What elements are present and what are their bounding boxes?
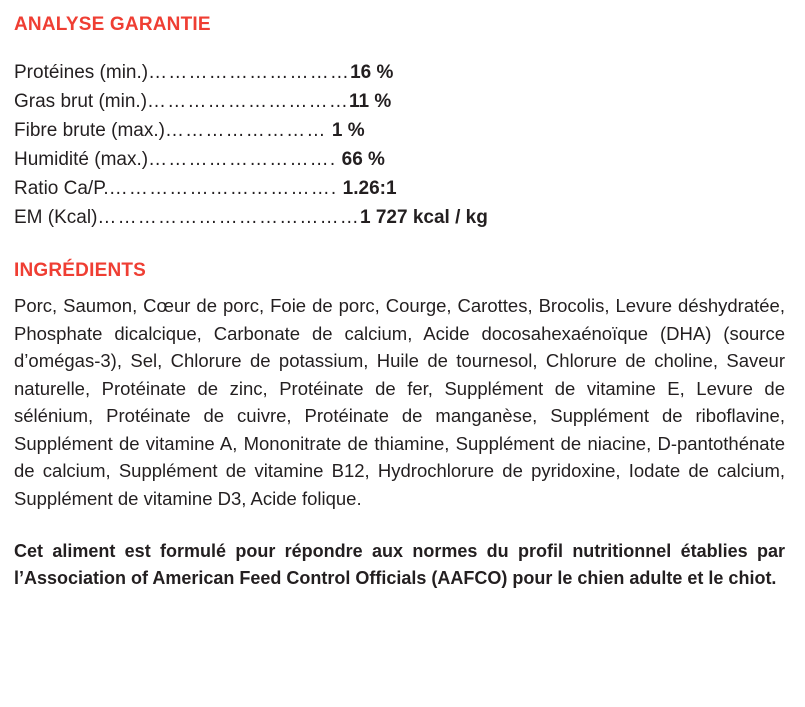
guaranteed-analysis-list: [14, 58, 787, 232]
analysis-row: [14, 174, 787, 203]
analysis-value: 16 %: [350, 62, 394, 83]
ingredients-title: INGRÉDIENTS: [14, 260, 147, 281]
analysis-dots: ……………………: [164, 120, 327, 141]
analysis-row: [14, 58, 787, 87]
analysis-dots: …………………………….: [108, 178, 338, 199]
analysis-row: [14, 145, 787, 174]
analysis-row: [14, 116, 787, 145]
analysis-value: 1 727 kcal / kg: [360, 207, 488, 228]
analysis-dots: ……………………….: [148, 149, 337, 170]
analysis-value: 1.26:1: [337, 178, 397, 199]
analysis-dots: …………………………: [147, 91, 350, 112]
analysis-row: [14, 203, 787, 232]
analysis-label: Fibre brute (max.): [14, 120, 165, 141]
analysis-label: Ratio Ca/P.: [14, 178, 109, 199]
analysis-row: [14, 87, 787, 116]
ingredients-text: Porc, Saumon, Cœur de porc, Foie de porc, Courge, Carottes, Brocolis, Levure déshydratée, Phosphate dicalcique, Carbonate de calcium, Acide docosahexaénoïque (DHA) (source d’omégas-3), Sel, Chlorure de potassium, Huile de tournesol, Chlorure de choline, Saveur naturelle, Protéinate de zinc, Protéinate de fer, Supplément de vitamine E, Levure de sélénium, Protéinate de cuivre, Protéinate de manganèse, Supplément de riboflavine, Supplément de vitamine A, Mononitrate de thiamine, Supplément de niacine, D-pantothénate de calcium, Supplément de vitamine B12, Hydrochlorure de pyridoxine, Iodate de calcium, Supplément de vitamine D3, Acide folique.: [14, 295, 785, 509]
analysis-dots: …………………………: [148, 62, 351, 83]
analysis-label: Protéines (min.): [14, 62, 149, 83]
aafco-statement: Cet aliment est formulé pour répondre aux normes du profil nutritionnel établies par l’Association of American Feed Control Officials (AAFCO) pour le chien adulte et le chiot.: [14, 541, 785, 588]
analysis-label: EM (Kcal): [14, 207, 98, 228]
analysis-value: 66 %: [336, 149, 385, 170]
analysis-label: Gras brut (min.): [14, 91, 148, 112]
analysis-value: 1 %: [326, 120, 365, 141]
analysis-label: Humidité (max.): [14, 149, 149, 170]
guaranteed-analysis-title: ANALYSE GARANTIE: [14, 14, 211, 35]
analysis-dots: …………………………………: [97, 207, 361, 228]
analysis-value: 11 %: [349, 91, 392, 112]
